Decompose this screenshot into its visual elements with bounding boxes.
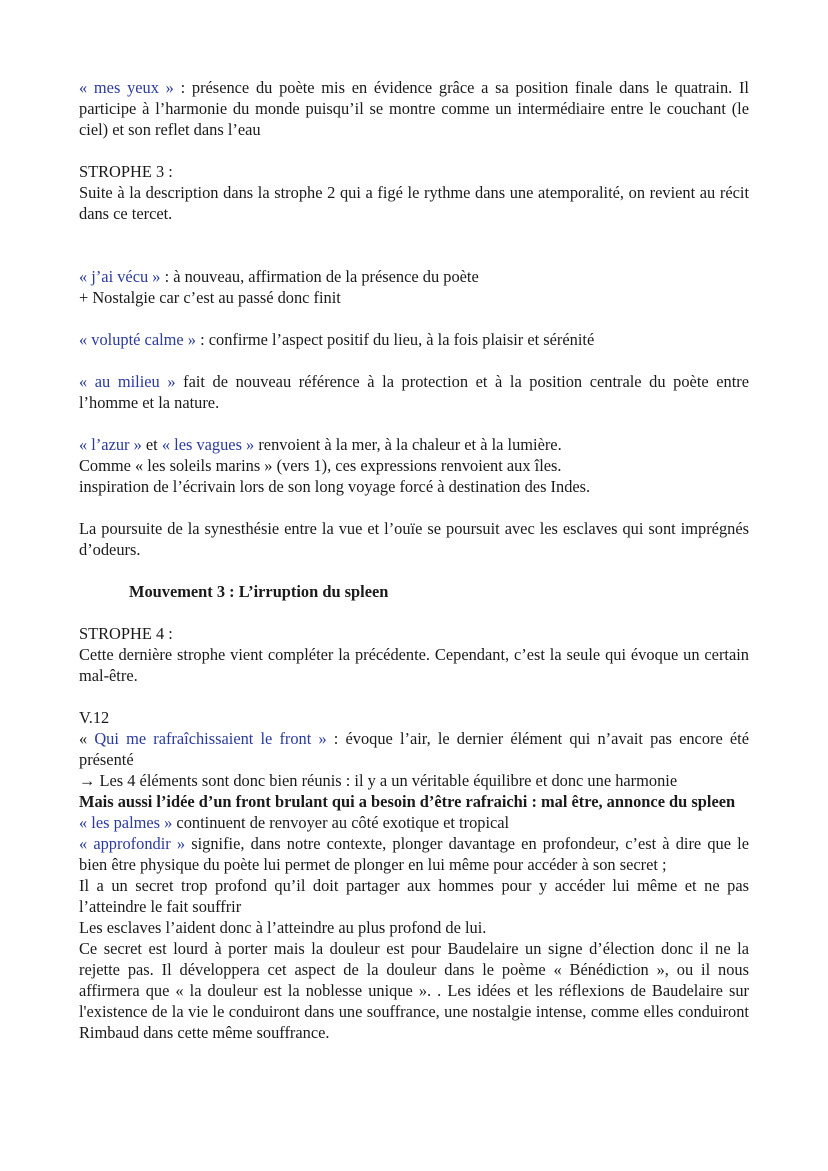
quote-rafraichissaient-le-front: Qui me rafraîchissaient le front » <box>94 729 327 748</box>
quote-au-milieu: « au milieu » <box>79 372 176 391</box>
quote-les-palmes: « les palmes » <box>79 813 173 832</box>
quote-les-vagues: « les vagues » <box>161 435 255 454</box>
quote-volupte-calme: « volupté calme » <box>79 330 196 349</box>
verse-label-v12: V.12 <box>79 708 110 727</box>
quote-l-azur: « l’azur » <box>79 435 142 454</box>
strophe-4-title: STROPHE 4 : <box>79 624 173 643</box>
elements-line: → Les 4 éléments sont donc bien réunis : il y a un véritable équilibre et donc une harmonie <box>79 771 678 790</box>
paragraph-vecu: « j’ai vécu » : à nouveau, affirmation de la présence du poète <box>79 267 479 286</box>
paragraph-azur: « l’azur » et « les vagues » renvoient à la mer, à la chaleur et à la lumière. <box>79 435 562 454</box>
paragraph-mes-yeux <box>79 77 749 140</box>
paragraph-synesthesie: La poursuite de la synesthésie entre la vue et l’ouïe se poursuit avec les esclaves qui sont imprégnés d’odeurs. <box>79 519 749 559</box>
quote-approfondir: « approfondir » <box>79 834 186 853</box>
paragraph-esclaves: Les esclaves l’aident donc à l’atteindre au plus profond de lui. <box>79 918 487 937</box>
inspiration-line: inspiration de l’écrivain lors de son long voyage forcé à destination des Indes. <box>79 477 591 496</box>
paragraph-palmes: « les palmes » continuent de renvoyer au côté exotique et tropical <box>79 813 510 832</box>
paragraph-secret: Il a un secret trop profond qu’il doit partager aux hommes pour y accéder lui même et ne pas l’atteindre le fait souffrir <box>79 876 749 916</box>
quote-j-ai-vecu: « j’ai vécu » <box>79 267 161 286</box>
paragraph-au-milieu: « au milieu » fait de nouveau référence à la protection et à la position centrale du poète entre l’homme et la nature. <box>79 372 749 412</box>
section-heading-mouvement-3: Mouvement 3 : L’irruption du spleen <box>129 582 389 601</box>
strophe-3-text: Suite à la description dans la strophe 2 qui a figé le rythme dans une atemporalité, on revient au récit dans ce tercet. <box>79 183 749 223</box>
quote-mes-yeux: « mes yeux » <box>79 78 174 97</box>
spleen-announcement: Mais aussi l’idée d’un front brulant qui a besoin d’être rafraichi : mal être, annonce du spleen <box>79 792 736 811</box>
paragraph-approfondir: « approfondir » signifie, dans notre contexte, plonger davantage en profondeur, c’est à dire que le bien être physique du poète lui permet de plonger en lui même pour accéder à son secret ; <box>79 834 749 874</box>
paragraph-conclusion: Ce secret est lourd à porter mais la douleur est pour Baudelaire un signe d’élection donc il ne la rejette pas. Il développera cet aspect de la douleur dans le poème « Bénédiction », ou il nous affirmera que « la douleur est la noblesse unique ». . Les idées et les réflexions de Baudelaire sur l'existence de la vie le conduiront dans une souffrance, une nostalgie intense, comme elles conduiront Rimbaud dans cette même souffrance. <box>79 939 749 1042</box>
strophe-3-title: STROPHE 3 : <box>79 162 173 181</box>
paragraph-volupte: « volupté calme » : confirme l’aspect positif du lieu, à la fois plaisir et sérénité <box>79 330 595 349</box>
paragraph-text: : présence du poète mis en évidence grâce a sa position finale dans le quatrain. Il participe à l’harmonie du monde puisqu’il se montre comme un intermédiaire entre le couchant (le ciel) et son reflet dans l’eau <box>79 78 749 139</box>
soleils-marins-line: Comme « les soleils marins » (vers 1), ces expressions renvoient aux îles. <box>79 456 562 475</box>
nostalgie-line: + Nostalgie car c’est au passé donc finit <box>79 288 341 307</box>
strophe-4-text: Cette dernière strophe vient compléter la précédente. Cependant, c’est la seule qui évoque un certain mal-être. <box>79 645 749 685</box>
paragraph-front: « Qui me rafraîchissaient le front » : évoque l’air, le dernier élément qui n’avait pas encore été présenté <box>79 729 749 769</box>
